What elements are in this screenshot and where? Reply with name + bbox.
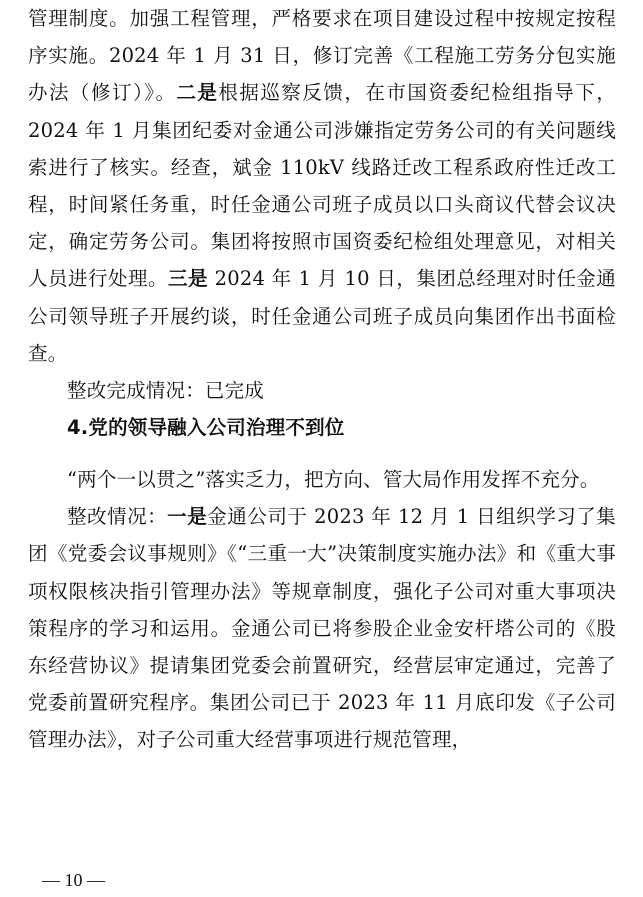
section-heading-4: 4.党的领导融入公司治理不到位 (67, 416, 345, 440)
body-text-part-1 (28, 0, 616, 446)
keyword-third: 三是 (167, 267, 208, 291)
sentence-talk-and-review: 2024 年 1 月 10 日，集团总经理对时任金通公司领导班子开展约谈，时任金通公司班子成员向集团作出书面检查。 (28, 267, 617, 365)
sentence-management-system: 管理制度。加强工程管理，严格要求在项目建设过程中按规定按程序实施。2024 年 1 月 31 日，修订完善《工程施工劳务分包实施办法（修订）》。 (28, 7, 616, 105)
paragraph-rectification-continued (28, 0, 616, 372)
page-number-footer: — 10 — (42, 870, 105, 890)
sentence-study-regulations: 金通公司于 2023 年 12 月 1 日组织学习了集团《党委会议事规则》《“三重一大”决策制度实施办法》和《重大事项权限核决指引管理办法》等规章制度，强化子公司对重大事项决策程序的学习和运用。金通公司已将参股企业金安杆塔公司的《股东经营协议》提请集团党委会前置研究，经营层审定通过，完善了党委前置研究程序。集团公司已于 2023 年 11 月底印发《子公司管理办法》，对子公司重大经营事项进行规范管理， (28, 505, 617, 752)
keyword-second: 二是 (176, 81, 219, 105)
status-completion-line: 整改完成情况：已完成 (67, 379, 265, 403)
paragraph-rectification-4 (28, 498, 616, 758)
body-text-part-2 (28, 461, 616, 759)
issue-description-4: “两个一以贯之”落实乏力，把方向、管大局作用发挥不充分。 (67, 468, 600, 491)
keyword-first: 一是 (167, 505, 208, 529)
sentence-inspection-feedback: 根据巡察反馈，在市国资委纪检组指导下，2024 年 1 月集团纪委对金通公司涉嫌指定劳务公司的有关问题线索进行了核实。经查，斌金 110kV 线路迁改工程系政府性迁改工程，时间紧任务重，时任金通公司班子成员以口头商议代替会议决定，确定劳务公司。集团将按照市国资委纪检组处理意见，对相关人员进行处理。 (28, 81, 616, 291)
rectification-lead-label: 整改情况： (67, 505, 168, 529)
